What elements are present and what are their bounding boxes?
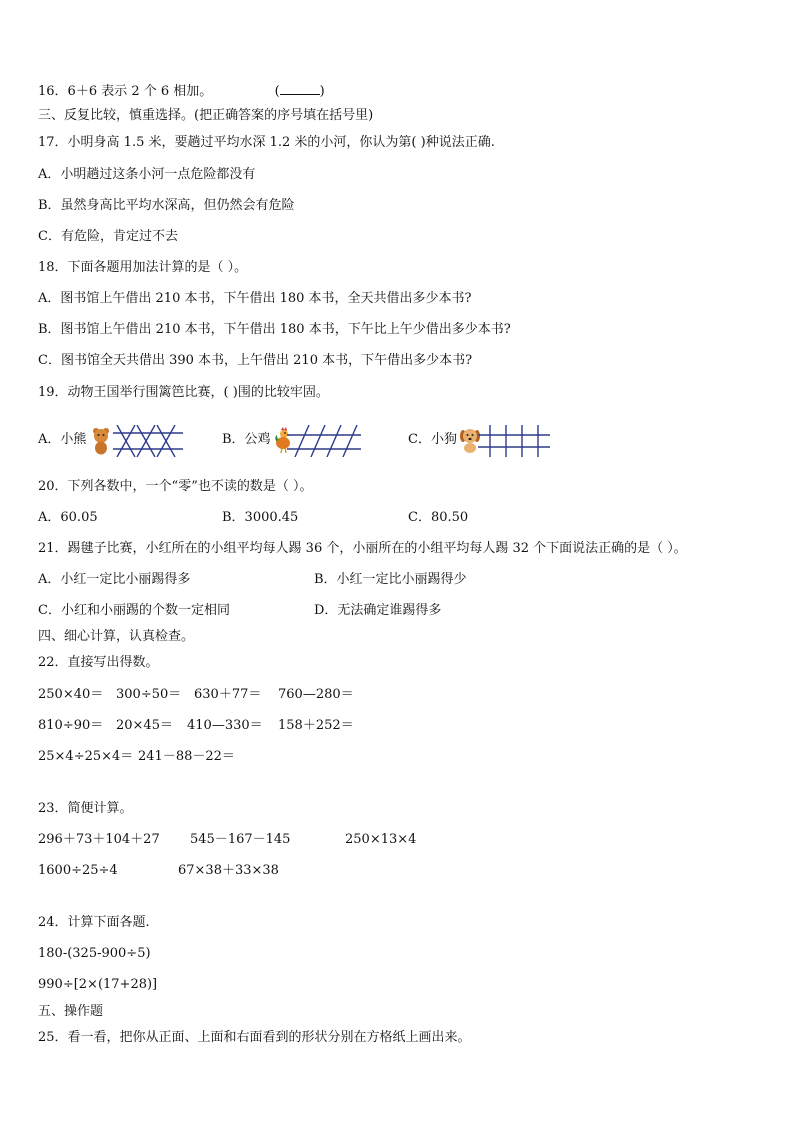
fence-diagonal-cross-figure [113, 425, 183, 457]
q19-option-a: A．小熊 [38, 432, 87, 447]
fence-grid-figure [478, 425, 550, 457]
fence-slanted-figure [287, 425, 361, 457]
q18-option-a: A．图书馆上午借出 210 本书，下午借出 180 本书，全天共借出多少本书? [38, 291, 472, 306]
bear-icon [91, 427, 111, 455]
q22-item: 760—280＝ [278, 687, 354, 702]
q17-option-b: B．虽然身高比平均水深高，但仍然会有危险 [38, 198, 295, 213]
q17-stem: 17．小明身高 1.5 米，要趟过平均水深 1.2 米的小河，你认为第( )种说法正确. [38, 135, 495, 150]
q23-item: 1600÷25÷4 [38, 863, 118, 878]
section5-heading: 五、操作题 [38, 1004, 104, 1019]
q20-option-c: C．80.50 [408, 510, 469, 525]
q22-item: 25×4÷25×4＝ [38, 749, 134, 764]
q22-item: 410—330＝ [187, 718, 263, 733]
q24-stem: 24．计算下面各题. [38, 915, 150, 930]
q24-item: 180-(325-900÷5) [38, 946, 151, 961]
q23-item: 250×13×4 [345, 832, 417, 847]
q23-item: 296＋73＋104＋27 [38, 832, 160, 847]
q18-stem: 18．下面各题用加法计算的是（ ）。 [38, 260, 248, 275]
q22-item: 158＋252＝ [278, 718, 354, 733]
q18-option-b: B．图书馆上午借出 210 本书，下午借出 180 本书，下午比上午少借出多少本书? [38, 322, 511, 337]
q22-item: 241－88－22＝ [138, 749, 235, 764]
q23-item: 67×38＋33×38 [178, 863, 279, 878]
q22-item: 250×40＝ [38, 687, 104, 702]
q22-item: 20×45＝ [116, 718, 173, 733]
q16-answer-blank[interactable] [280, 82, 320, 95]
q22-stem: 22．直接写出得数。 [38, 655, 159, 670]
q21-option-c: C．小红和小丽踢的个数一定相同 [38, 603, 230, 618]
q20-option-a: A．60.05 [38, 510, 98, 525]
q23-item: 545－167－145 [190, 832, 291, 847]
q23-stem: 23．简便计算。 [38, 801, 133, 816]
section3-heading: 三、反复比较，慎重选择。(把正确答案的序号填在括号里) [38, 108, 374, 123]
q25-stem: 25．看一看，把你从正面、上面和右面看到的形状分别在方格纸上画出来。 [38, 1030, 471, 1045]
q17-option-a: A．小明趟过这条小河一点危险都没有 [38, 167, 256, 182]
q22-item: 810÷90＝ [38, 718, 104, 733]
q16-paren-open: ( [274, 84, 280, 99]
q16-text: 16．6＋6 表示 2 个 6 相加。 [38, 84, 213, 99]
q20-stem: 20．下列各数中，一个“零”也不读的数是（ ）。 [38, 479, 313, 494]
q18-option-c: C．图书馆全天共借出 390 本书，上午借出 210 本书，下午借出多少本书? [38, 353, 473, 368]
q17-option-c: C．有危险，肯定过不去 [38, 229, 178, 244]
q21-option-a: A．小红一定比小丽踢得多 [38, 572, 191, 587]
q22-item: 630＋77＝ [194, 687, 262, 702]
q16-paren-close: ) [319, 84, 325, 99]
q19-stem: 19．动物王国举行围篱笆比赛，( )围的比较牢固。 [38, 385, 329, 400]
q16-line [38, 82, 325, 101]
q21-option-d: D．无法确定谁踢得多 [314, 603, 442, 618]
section4-heading: 四、细心计算，认真检查。 [38, 629, 195, 644]
q19-option-b: B．公鸡 [222, 432, 271, 447]
q21-stem: 21．踢毽子比赛，小红所在的小组平均每人踢 36 个，小丽所在的小组平均每人踢 32 个下面说法正确的是（ ）。 [38, 541, 687, 556]
q22-item: 300÷50＝ [116, 687, 182, 702]
q19-option-c: C．小狗 [408, 432, 457, 447]
q24-item: 990÷[2×(17+28)] [38, 977, 158, 992]
q21-option-b: B．小红一定比小丽踢得少 [314, 572, 467, 587]
q20-option-b: B．3000.45 [222, 510, 299, 525]
